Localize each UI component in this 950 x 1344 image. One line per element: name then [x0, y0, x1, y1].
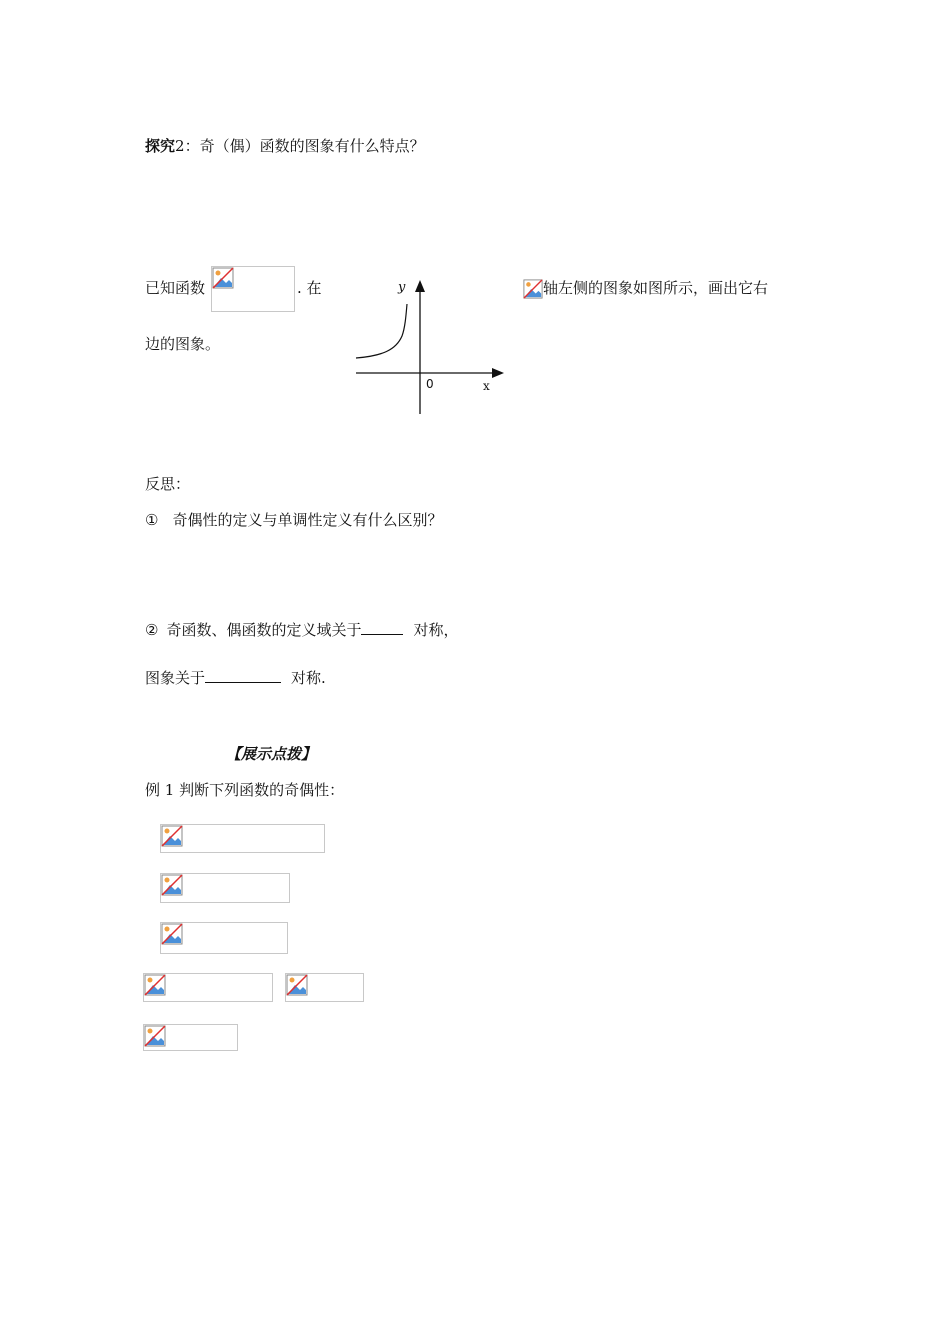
q1-marker: ① [145, 511, 159, 529]
x-label: x [483, 379, 490, 393]
y-label: y [398, 280, 406, 295]
explore-heading [145, 136, 425, 156]
q2-marker: ② [145, 621, 159, 639]
formula-image-6 [143, 1024, 238, 1051]
broken-image-icon [523, 278, 543, 300]
broken-image-icon [161, 874, 183, 896]
formula-image-3 [160, 922, 288, 954]
x-axis-arrow [492, 368, 504, 378]
explore-number: 2 [175, 137, 185, 155]
q2-end: 对称， [413, 621, 459, 639]
broken-image-icon [144, 1025, 166, 1047]
example1-label: 例 1 判断下列函数的奇偶性： [145, 781, 345, 799]
q3-text: 图象关于 [145, 669, 206, 687]
blank-symmetry[interactable] [205, 668, 281, 683]
y-axis-arrow [415, 280, 425, 292]
reflection-q3 [145, 668, 326, 688]
formula-image-5 [285, 973, 364, 1002]
section-title: 【展示点拨】 [226, 745, 317, 763]
function-graph [352, 276, 508, 418]
formula-image-1 [160, 824, 325, 853]
given-line2: 边的图象。 [145, 335, 221, 353]
explore-text: ：奇（偶）函数的图象有什么特点？ [184, 137, 425, 155]
axis-image [523, 278, 543, 300]
q1-text: 奇偶性的定义与单调性定义有什么区别？ [172, 511, 443, 529]
explore-label: 探究 [145, 137, 176, 155]
curve [356, 304, 407, 358]
formula-image-4 [143, 973, 273, 1002]
q2-text: 奇函数、偶函数的定义域关于 [166, 621, 362, 639]
reflection-q1 [145, 510, 442, 530]
broken-image-icon [286, 974, 308, 996]
formula-image-2 [160, 873, 290, 903]
blank-domain[interactable] [361, 620, 403, 635]
given-dot-in: . 在 [297, 279, 322, 297]
broken-image-icon [212, 267, 234, 289]
reflection-q2 [145, 620, 458, 640]
broken-image-icon [144, 974, 166, 996]
q3-end: 对称. [291, 669, 326, 687]
reflection-title: 反思： [145, 475, 191, 493]
broken-image-icon [161, 825, 183, 847]
broken-image-icon [161, 923, 183, 945]
origin-label: 0 [426, 377, 434, 391]
formula-image [211, 266, 295, 312]
given-suffix: 轴左侧的图象如图所示，画出它右 [543, 279, 769, 297]
given-prefix: 已知函数 [145, 279, 206, 297]
